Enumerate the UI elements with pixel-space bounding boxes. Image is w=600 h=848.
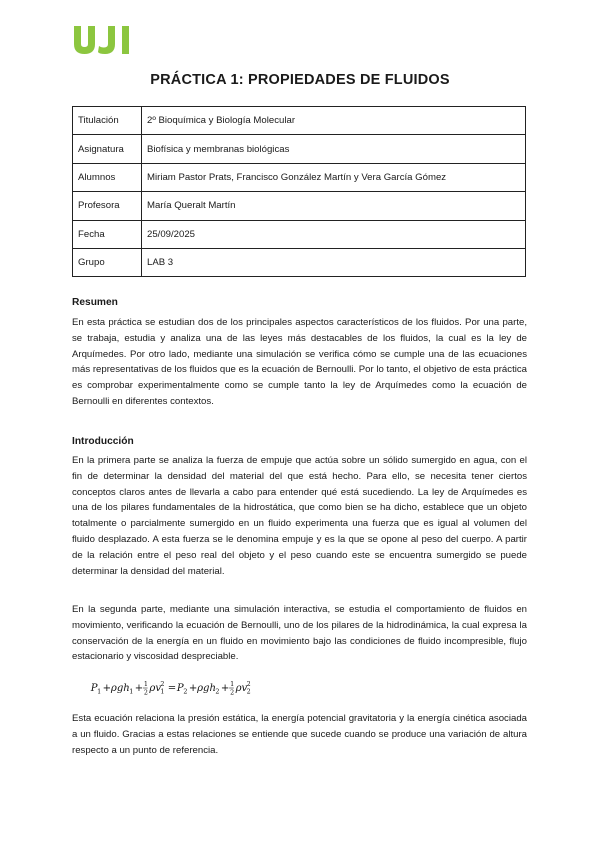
svg-text:+: + <box>220 682 230 694</box>
introduccion-paragraph-1: En la primera parte se analiza la fuerza de empuje que actúa sobre un sólido sumergido en agua, con el fin de determinar la densidad del material del que está hecho. Para ello, se necesita tener ciertos conceptos claros antes de llevarla a cabo para entender qué está sucediendo. La ley de Arquímedes es una de los pilares fundamentales de la hidrostática, que como bien se ha dicho, establece que un objeto totalmente o parcialmente sumergido en un fluido experimenta una fuerza que es igual al volumen del fluido desplazado. A esta fuerza se le denomina empuje y es la que se opone al peso del cuerpo. A partir de la relación entre el peso real del objeto y el peso cuando este se encuentra sumergido se puede determinar la densidad del material. <box>72 455 527 577</box>
info-row-label: Alumnos <box>73 163 142 191</box>
svg-text:2: 2 <box>230 688 235 697</box>
resumen-text: En esta práctica se estudian dos de los principales aspectos característicos de los fluidos. Por una parte, se trabaja, estudia y analiza una de las leyes más destacables de los fluidos, la cual es la ley de Arquímedes. Por otro lado, mediante una simulación se verifica cómo se cumple una de las ecuaciones más representativas de los fluidos que es la ecuación de Bernoulli. Por lo tanto, el objetivo de esta práctica es comprobar experimentalmente como se cumple tanto la ley de Arquímedes como la ecuación de Bernoulli en diferentes contextos. <box>72 317 527 407</box>
info-row-label: Titulación <box>73 107 142 135</box>
info-row <box>73 220 526 248</box>
svg-text:1: 1 <box>129 687 134 696</box>
introduccion-paragraph-2: En la segunda parte, mediante una simulación interactiva, se estudia el comportamiento de fluidos en movimiento, verificando la ecuación de Bernoulli, uno de los pilares de la hidrodinámica, la cual expresa la conservación de la energía en un fluido en movimiento bajo las condiciones de fluido incompresible, flujo estacionario y viscosidad despreciable. <box>72 604 527 663</box>
info-row-value: LAB 3 <box>142 248 526 276</box>
svg-text:1: 1 <box>143 680 148 689</box>
info-row-value: Biofísica y membranas biológicas <box>142 135 526 163</box>
svg-text:P: P <box>176 682 184 694</box>
svg-text:1: 1 <box>160 687 165 696</box>
svg-text:P: P <box>90 682 98 694</box>
info-row-label: Fecha <box>73 220 142 248</box>
svg-text:1: 1 <box>230 680 235 689</box>
info-row-value: 2º Bioquímica y Biología Molecular <box>142 107 526 135</box>
svg-text:2: 2 <box>183 687 188 696</box>
svg-text:+: + <box>134 682 144 694</box>
resumen-heading: Resumen <box>72 297 118 308</box>
info-row <box>73 107 526 135</box>
info-row-value: 25/09/2025 <box>142 220 526 248</box>
svg-text:2: 2 <box>143 688 148 697</box>
info-row <box>73 192 526 220</box>
info-table <box>72 106 526 277</box>
info-row-value: María Queralt Martín <box>142 192 526 220</box>
uji-logo-letters <box>74 26 129 54</box>
svg-text:2: 2 <box>246 680 251 689</box>
introduccion-heading: Introducción <box>72 436 134 447</box>
svg-text:=: = <box>167 682 177 694</box>
uji-logo <box>74 26 136 54</box>
info-row-label: Profesora <box>73 192 142 220</box>
svg-text:1: 1 <box>97 687 102 696</box>
svg-text:2: 2 <box>215 687 220 696</box>
svg-text:ρgh: ρgh <box>110 682 130 694</box>
introduccion-paragraph-3: Esta ecuación relaciona la presión estática, la energía potencial gravitatoria y la energía cinética asociada a un fluido. Gracias a estas relaciones se entiende que sucede cuando se produce una variación de altura respecto a un punto de referencia. <box>72 713 527 756</box>
svg-text:2: 2 <box>246 687 251 696</box>
svg-text:ρv: ρv <box>235 682 248 694</box>
svg-text:+: + <box>188 682 198 694</box>
page-title: PRÁCTICA 1: PROPIEDADES DE FLUIDOS <box>150 72 450 88</box>
svg-text:2: 2 <box>160 680 165 689</box>
info-row <box>73 163 526 191</box>
info-row-label: Asignatura <box>73 135 142 163</box>
svg-text:ρv: ρv <box>149 682 162 694</box>
info-row <box>73 248 526 276</box>
info-row-label: Grupo <box>73 248 142 276</box>
bernoulli-equation <box>82 677 292 699</box>
svg-text:ρgh: ρgh <box>197 682 216 694</box>
info-row-value: Miriam Pastor Prats, Francisco González Martín y Vera García Gómez <box>142 163 526 191</box>
info-row <box>73 135 526 163</box>
svg-text:+: + <box>102 682 112 694</box>
